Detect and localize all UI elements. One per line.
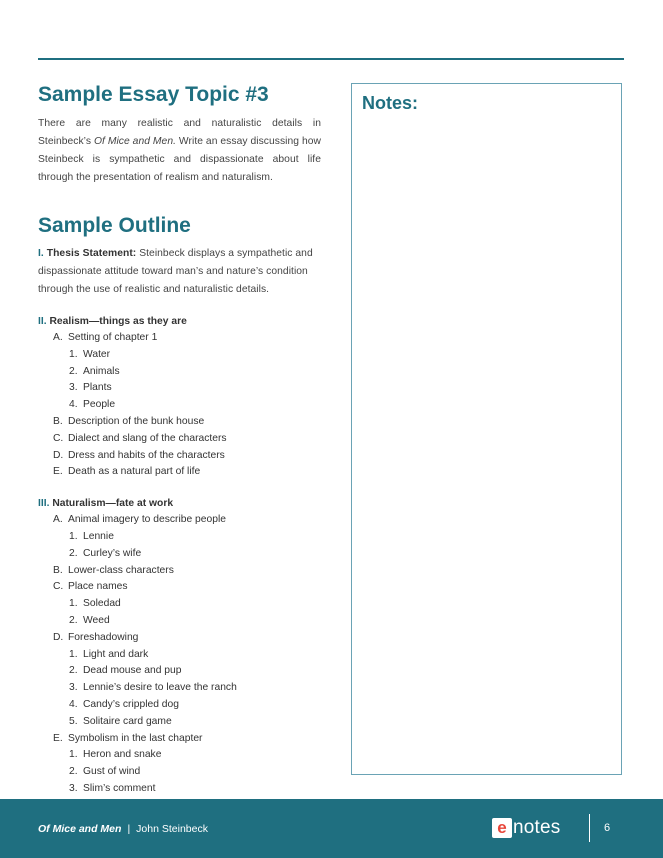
item-marker: C. [53, 581, 64, 593]
subitem-text: Gust of wind [83, 766, 141, 778]
notes-box [351, 83, 622, 775]
subitem-text: Dead mouse and pup [83, 665, 182, 677]
thesis-text: Steinbeck displays a sympathetic and dispassionate attitude toward man’s and nature’s condition through the use of realistic and naturalistic details. [38, 248, 313, 295]
item-marker: A. [53, 332, 63, 343]
outline-subitem [38, 663, 321, 680]
item-text: Lower-class characters [68, 564, 174, 576]
item-text: Animal imagery to describe people [68, 514, 226, 526]
subitem-text: Heron and snake [83, 749, 162, 761]
outline-subitem [38, 714, 321, 731]
page-footer [0, 799, 663, 858]
subitem-text: Water [83, 348, 111, 360]
item-marker: D. [53, 631, 64, 643]
subitem-text: People [83, 399, 116, 411]
subitem-text: Light and dark [83, 648, 149, 660]
thesis-numeral: I. [38, 248, 44, 259]
topic-book-title: Of Mice and Men. [93, 136, 177, 147]
footer-divider [589, 814, 590, 842]
footer-book-info [38, 823, 208, 835]
subitem-text: Soledad [83, 598, 121, 610]
item-text: Place names [68, 581, 128, 593]
logo-text: notes [513, 817, 561, 838]
subitem-marker: 2. [69, 614, 78, 626]
topic-heading: Sample Essay Topic #3 [38, 83, 269, 106]
item-marker: E. [53, 732, 63, 744]
outline-subitem [38, 529, 321, 546]
subitem-marker: 2. [69, 365, 78, 377]
subitem-marker: 1. [69, 749, 78, 761]
item-marker: B. [53, 415, 63, 427]
outline-subitem [38, 347, 321, 364]
outline-section [38, 496, 321, 798]
subitem-marker: 3. [69, 682, 78, 694]
page-number: 6 [604, 822, 611, 834]
subitem-marker: 1. [69, 648, 78, 660]
subitem-marker: 2. [69, 665, 78, 677]
logo-e-icon: e [492, 818, 512, 838]
subitem-marker: 1. [69, 348, 78, 360]
outline-subitem [38, 781, 321, 798]
subitem-text: Solitaire card game [83, 715, 172, 727]
section-numeral: III. [38, 498, 50, 510]
subitem-marker: 2. [69, 766, 78, 778]
subitem-text: Animals [83, 365, 120, 377]
enotes-logo [492, 816, 560, 840]
section-numeral: II. [38, 316, 47, 327]
outline-subitem [38, 364, 321, 381]
subitem-marker: 3. [69, 782, 78, 794]
thesis-statement [38, 245, 321, 299]
outline-section [38, 314, 321, 481]
outline-item [38, 731, 321, 748]
outline-subitem [38, 397, 321, 414]
outline-subitem [38, 546, 321, 563]
outline-subitem [38, 764, 321, 781]
subitem-text: Lennie’s desire to leave the ranch [83, 682, 237, 694]
section-heading [38, 496, 321, 512]
item-text: Death as a natural part of life [68, 466, 201, 478]
outline-item [38, 464, 321, 481]
outline-subitem [38, 647, 321, 664]
outline-item [38, 431, 321, 448]
outline-item [38, 330, 321, 347]
top-rule [38, 58, 624, 60]
item-marker: B. [53, 564, 63, 576]
item-text: Dress and habits of the characters [68, 449, 225, 461]
item-text: Dialect and slang of the characters [68, 432, 227, 444]
topic-text-before: There are many realistic and naturalistic details in Steinbeck’s [38, 118, 321, 147]
section-heading [38, 314, 321, 330]
section-title: Naturalism—fate at work [52, 498, 174, 510]
outline-subitem [38, 380, 321, 397]
item-marker: E. [53, 466, 63, 478]
outline-subitem [38, 680, 321, 697]
topic-text-after: Write an essay discussing how Steinbeck is sympathetic and dispassionate about life through the presentation of realism and naturalism. [38, 136, 321, 183]
outline-item [38, 512, 321, 529]
item-text: Setting of chapter 1 [68, 332, 158, 343]
subitem-marker: 5. [69, 715, 78, 727]
subitem-text: Plants [83, 382, 112, 394]
subitem-marker: 4. [69, 698, 78, 710]
subitem-text: Slim’s comment [83, 782, 156, 794]
notes-title: Notes: [362, 93, 419, 113]
footer-separator: | [127, 823, 131, 835]
item-text: Description of the bunk house [68, 415, 205, 427]
outline-subitem [38, 697, 321, 714]
subitem-text: Weed [83, 614, 110, 626]
outline-subitem [38, 747, 321, 764]
outline-item [38, 579, 321, 596]
main-column [38, 80, 321, 798]
outline-item [38, 448, 321, 465]
subitem-marker: 1. [69, 530, 78, 542]
topic-paragraph [38, 115, 321, 187]
outline-item [38, 630, 321, 647]
footer-book-title: Of Mice and Men [38, 823, 122, 835]
item-marker: D. [53, 449, 64, 461]
subitem-marker: 1. [69, 598, 78, 610]
footer-author: John Steinbeck [136, 823, 208, 835]
item-text: Symbolism in the last chapter [68, 732, 203, 744]
subitem-marker: 3. [69, 382, 78, 394]
item-marker: C. [53, 432, 64, 444]
subitem-marker: 4. [69, 399, 78, 411]
section-title: Realism—things as they are [49, 316, 187, 327]
outline-sections [38, 314, 321, 798]
subitem-marker: 2. [69, 547, 78, 559]
outline-item [38, 563, 321, 580]
subitem-text: Candy’s crippled dog [83, 698, 179, 710]
thesis-label: Thesis Statement: [46, 248, 137, 259]
outline-subitem [38, 613, 321, 630]
outline-item [38, 414, 321, 431]
outline-heading: Sample Outline [38, 214, 191, 237]
item-text: Foreshadowing [68, 631, 139, 643]
outline-subitem [38, 596, 321, 613]
item-marker: A. [53, 514, 63, 526]
subitem-text: Curley’s wife [83, 547, 142, 559]
subitem-text: Lennie [83, 530, 114, 542]
